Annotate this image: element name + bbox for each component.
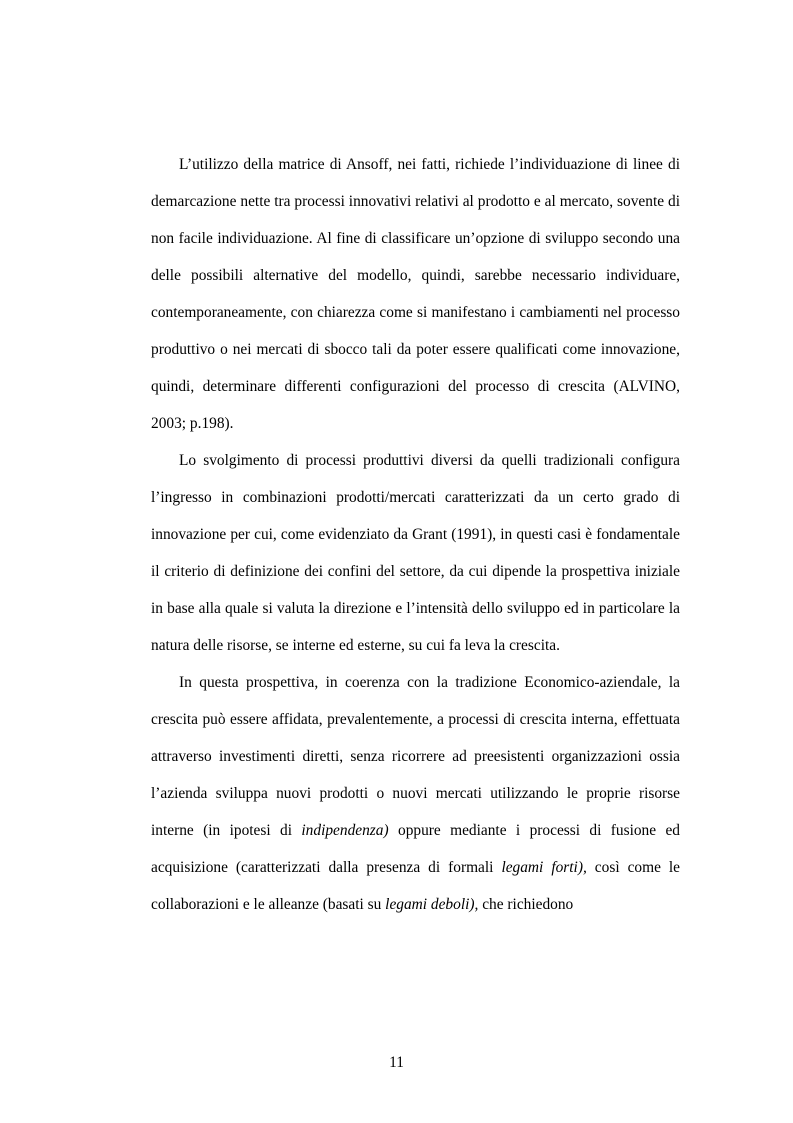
italic-term-legami-deboli: legami deboli), [385,896,479,913]
italic-term-legami-forti: legami forti), [501,859,587,876]
paragraph-text: In questa prospettiva, in coerenza con la tradizione Economico-aziendale, la crescita può essere affidata, prevalentemente, a processi di crescita interna, effettuata attraverso investimenti diretti, senza ricorrere ad preesistenti organizzazioni ossia l’azienda sviluppa nuovi prodotti o nuovi mercati utilizzando le proprie risorse interne (in ipotesi di [151,674,680,839]
italic-term-indipendenza: indipendenza) [301,822,389,839]
page-number: 11 [389,1054,404,1071]
paragraph-text: così come le collaborazioni e le alleanze (basati su [151,859,681,913]
paragraph-text: Lo svolgimento di processi produttivi diversi da quelli tradizionali configura l’ingresso in combinazioni prodotti/mercati caratterizzati da un certo grado di innovazione per cui, come evidenziato da Grant (1991), in questi casi è fondamentale il criterio di definizione dei confini del settore, da cui dipende la prospettiva iniziale in base alla quale si valuta la direzione e l’intensità dello sviluppo ed in particolare la natura delle risorse, se interne ed esterne, su cui fa leva la crescita. [151,452,680,654]
paragraph-ansoff-matrix [151,146,680,442]
paragraph-text: oppure mediante i processi di fusione ed acquisizione (caratterizzati dalla presenza di formali [151,822,681,876]
paragraph-text: che richiedono [478,896,574,913]
body-text [151,146,680,923]
paragraph-production-processes [151,442,680,664]
paragraph-growth-perspective [151,664,680,923]
paragraph-text: L’utilizzo della matrice di Ansoff, nei fatti, richiede l’individuazione di linee di demarcazione nette tra processi innovativi relativi al prodotto e al mercato, sovente di non facile individuazione. Al fine di classificare un’opzione di sviluppo secondo una delle possibili alternative del modello, quindi, sarebbe necessario individuare, contemporaneamente, con chiarezza come si manifestano i cambiamenti nel processo produttivo o nei mercati di sbocco tali da poter essere qualificati come innovazione, quindi, determinare differenti configurazioni del processo di crescita (ALVINO, 2003; p.198). [151,156,680,432]
